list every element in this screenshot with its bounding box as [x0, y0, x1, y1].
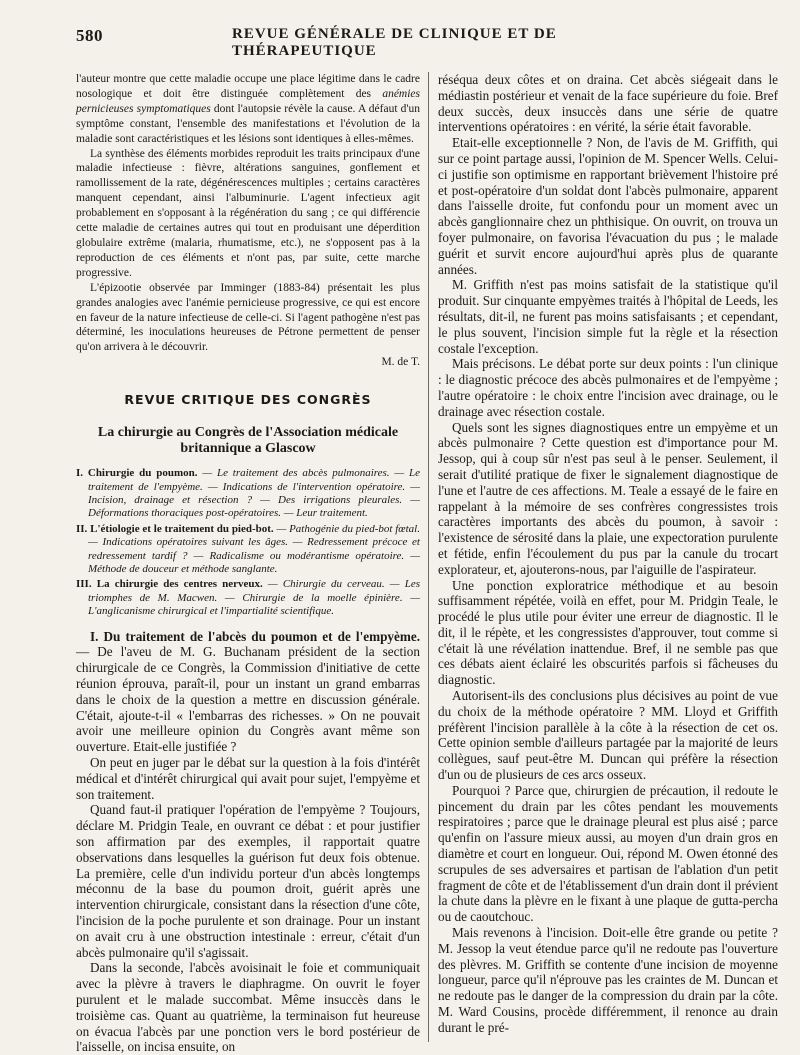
emphasis-text: anémies pernicieuses symptomatiques — [76, 87, 420, 115]
text-run: dont l'autopsie révèle la cause. A défaut d'un symptôme constant, l'ensemble des manifestations et l'évolution de la maladie sont caractéristiques et les lésions sont identiques à elles-mêmes. — [76, 102, 420, 145]
summary-heading: La chirurgie des centres nerveux. — [96, 578, 263, 591]
summary-number: II. — [76, 522, 88, 535]
summary-text: — Le traitement des abcès pulmonaires. — Le traitement de l'empyème. — Indications de l'intervention opératoire. — Incision, drainage et résection ? — Des irrigations pleurales. — Déformations thoraciques post-opératoires. — Leur traitement. — [88, 467, 421, 520]
summary-item — [76, 523, 420, 577]
section-title: REVUE CRITIQUE DES CONGRÈS — [124, 392, 372, 408]
author-signature-line — [76, 355, 420, 370]
paragraph: La synthèse des éléments morbides reproduit les traits principaux d'une maladie infectieuse : fièvre, altérations sanguines, gonflement et ramollissement de la rate, dégénérescences multiples ; certains caractères manquent cependant, ainsi l'albuminurie. L'agent infectieux agit probablement en s'opposant à la régénération du sang ; ce qui différencie cette maladie de certaines autres qui tout en produisant une déperdition globulaire extrême (malaria, rhumatisme, etc.), ne s'opposent pas à la reproduction de ces éléments et n'ont pas, par suite, cette marche progressive. — [76, 147, 420, 279]
paragraph: M. Griffith n'est pas moins satisfait de la statistique qu'il produit. Sur cinquante empyèmes traités à l'hôpital de Leeds, les résultats, dit-il, ne furent pas moins satisfaisants ; et cependant, le plus souvent, l'incision simple fut la règle et la résection costale l'exception. — [438, 277, 778, 356]
summary-heading: Chirurgie du poumon. — [87, 467, 198, 480]
paragraph: Dans la seconde, l'abcès avoisinait le foie et communiquait avec la plèvre à travers le diaphragme. On ouvrit le foyer purulent et le malade succombat. Même insuccès dans le troisième cas. Quant au quatrième, la terminaison fut heureuse on évacua l'abcès par une ponction vers le bord postérieur de l'aisselle, on incisa ensuite, on — [76, 960, 420, 1055]
paragraph: Quels sont les signes diagnostiques entre un empyème et un abcès pulmonaire ? Cette question est d'importance pour M. Jessop, qui à coup sûr n'est pas seul à le penser. Seulement, il serait d'utilité pratique de fixer le signalement diagnostique de l'une et l'autre de ces affections. M. Teale a essayé de le faire en rappelant à la mémoire de ses confrères congressistes trois caractères importants des abcès du poumon, à savoir : l'existence de sérosité dans la plaie, une expectoration purulente et fétide, enfin l'écoulement du pus par la canule du trocart explorateur, et, ajouterons-nous, par l'aiguille de l'aspirateur. — [438, 419, 778, 577]
text-run: — De l'aveu de M. G. Buchanam président de la section chirurgicale de ce Congrès, la Commission d'initiative de cette réunion éprouva, paraît-il, pour un instant un grand embarras dans le choix de la question a mettre en discussion générale. C'était, ajoute-t-il « l'embarras des richesses. » On ne pouvait avoir une meilleure opinion du Congrès avant même son ouverture. Etait-elle justifiée ? — [76, 644, 420, 755]
paragraph: Etait-elle exceptionnelle ? Non, de l'avis de M. Griffith, qui sur ce point partage aussi, l'opinion de M. Spencer Wells. Celui-ci justifie son optimisme en rapportant brièvement l'histoire pré et post-opératoire d'un soldat dont l'abcès pulmonaire, apparent dans l'aisselle droite, fut confondu pour un moment avec un abcès ganglionnaire chez un phthisique. On ouvrit, on trouva un foyer pulmonaire, on favorisa l'évacuation du pus ; le malade guérit et survit encore aujourd'hui après plus de quarante années. — [438, 135, 778, 277]
running-title: REVUE GÉNÉRALE DE CLINIQUE ET DE THÉRAPEUTIQUE — [232, 26, 557, 59]
paragraph: L'épizootie observée par Imminger (1883-84) présentait les plus grandes analogies avec l'anémie pernicieuse progressive, ce qui est encore en faveur de la nature infectieuse de celle-ci. Si l'agent pathogène n'est pas déterminé, les inoculations heureuses de Pétrone permettent de penser qu'on arrivera à le découvrir. — [76, 281, 420, 354]
paragraph — [76, 72, 420, 147]
paragraph: Pourquoi ? Parce que, chirurgien de précaution, il redoute le pincement du drain par les côtes pendant les mouvements respiratoires ; parce que le drainage pleural est plus aisé ; parce qu'enfin on l'assure mieux aussi, au moyen d'un drain gros en diamètre et court en longueur. Oui, répond M. Owen étonné des scrupules de ses adversaires et partisan de l'ablation d'un petit fragment de côte et de l'établissement d'un drain dont il prévient la chute dans la plèvre en le fixant à une plaque de gutta-percha ou de caoutchouc. — [438, 782, 778, 925]
paragraph: Quand faut-il pratiquer l'opération de l'empyème ? Toujours, déclare M. Pridgin Teale, en ouvrant ce débat : et pour justifier son affirmation par des exemples, il rapportait quatre observations dans lesquelles la guérison fut deux fois obtenue. La première, celle d'un individu porteur d'un abcès longtemps méconnu de la base du poumon droit, guérit après une intervention chirurgicale, consistant dans la résection d'une côte, l'incision de la poche purulente et son drainage. Pour un instant on avait cru à une obstruction intestinale : erreur, c'était d'un abcès pulmonaire qu'il s'agissait. — [76, 802, 420, 960]
summary-number: I. — [76, 467, 84, 480]
summary-list — [76, 467, 420, 618]
page-number: 580 — [76, 26, 103, 45]
summary-item — [76, 467, 420, 521]
text-run: l'auteur montre que cette maladie occupe une place légitime dans le cadre nosologique et doit être distinguée complètement des — [76, 73, 420, 100]
column-divider — [428, 72, 429, 1042]
summary-text: — Chirurgie du cerveau. — Les triomphes de M. Macwen. — Chirurgie de la moelle épinière. — L'anglicanisme chirurgical et l'impartialité scientifique. — [88, 578, 420, 618]
paragraph: Mais précisons. Le débat porte sur deux points : l'un clinique : le diagnostic précoce des abcès pulmonaires et de l'empyème ; l'autre opératoire : le choix entre l'incision avec drainage, ou le drainage avec résection costale. — [438, 356, 778, 419]
paragraph — [76, 629, 420, 755]
article-title: La chirurgie au Congrès de l'Association médicale britannique a Glascow — [97, 425, 399, 457]
paragraph: Mais revenons à l'incision. Doit-elle être grande ou petite ? M. Jessop la veut étendue parce qu'il ne redoute pas l'ouverture des plèvres. M. Griffith se contente d'une incision de moyenne longueur, parce qu'il n'éprouve pas les craintes de M. Duncan et ne redoute pas le danger de la compression du drain par la côte. M. Ward Cousins, procède différemment, il renonce au drain durant le pré- — [438, 925, 778, 1035]
right-column — [438, 72, 778, 1042]
summary-number: III. — [76, 578, 92, 591]
subsection-heading: I. Du traitement de l'abcès du poumon et de l'empyème. — [90, 628, 420, 644]
paragraph: On peut en juger par le débat sur la question à la fois d'intérêt médical et d'intérêt chirurgical qui avait pour sujet, l'empyème et son traitement. — [76, 754, 420, 802]
paragraph: réséqua deux côtes et on draina. Cet abcès siégeait dans le médiastin postérieur et venait de la face supérieure du foie. Bref deux succès, deux insuccès dans une série de quatre interventions opératoires : en vérité, la série était favorable. — [438, 72, 778, 135]
summary-heading: L'étiologie et le traitement du pied-bot. — [90, 522, 274, 535]
left-column — [76, 72, 421, 1055]
paragraph: Autorisent-ils des conclusions plus décisives au point de vue du choix de la méthode opératoire ? MM. Lloyd et Griffith préfèrent l'incision parallèle à la côte à la résection de cet os. Cette opinion semble d'ailleurs partagée par la majorité de leurs collègues, sauf peut-être M. Duncan qui préfère la résection d'un ou de plusieurs de ces arcs osseux. — [438, 688, 778, 783]
paragraph: Une ponction exploratrice méthodique et au besoin suffisamment répétée, voilà en effet, pour M. Pridgin Teale, le procédé le plus utile pour éviter une erreur de diagnostic. Il le dit, il le répète, et les congressistes d'approuver, tout comme si c'était là une révélation inattendue. Bref, il ne semble pas que ces débats aient éclairé les obscurités parfois si fâcheuses du diagnostic. — [438, 577, 778, 688]
author-signature: M. de T. — [381, 356, 420, 369]
summary-item — [76, 578, 420, 618]
summary-text: — Pathogénie du pied-bot fœtal. — Indications opératoires suivant les âges. — Redressement précoce et redressement tardif ? — Radicalisme ou modérantisme opératoire. — Méthode de douceur et méthode sanglante. — [88, 522, 420, 575]
